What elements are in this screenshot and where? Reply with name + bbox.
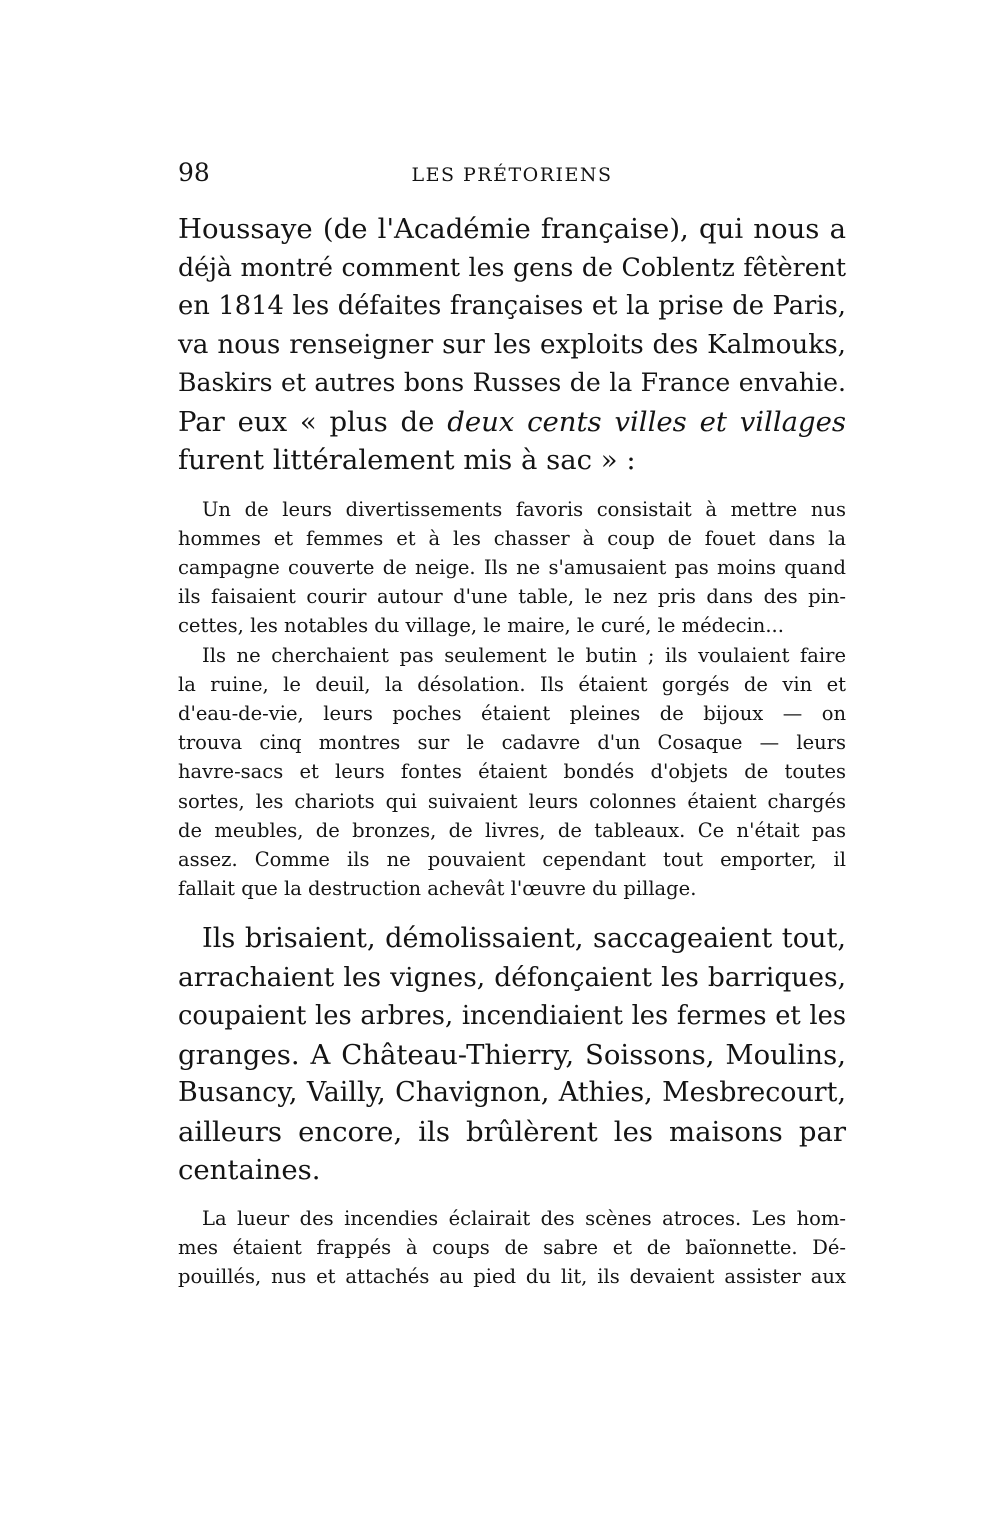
quotation-2 xyxy=(178,1204,846,1292)
page-number: 98 xyxy=(178,158,210,187)
quote-line: d'eau-de-vie, leurs poches étaient pleines de bijoux — on xyxy=(178,701,846,725)
quote-line: havre-sacs et leurs fontes étaient bondés d'objets de toutes xyxy=(178,760,846,784)
quote-line: cettes, les notables du village, le maire, le curé, le médecin... xyxy=(178,614,784,638)
quote-line: trouva cinq montres sur le cadavre d'un Cosaque — leurs xyxy=(178,731,846,755)
text-line xyxy=(178,403,846,442)
quote-line: Ils ne cherchaient pas seulement le butin ; ils voulaient faire xyxy=(202,643,846,667)
text-line: déjà montré comment les gens de Coblentz fêtèrent xyxy=(178,252,846,282)
text-line: Busancy, Vailly, Chavignon, Athies, Mesbrecourt, xyxy=(178,1077,846,1109)
quote-line: de meubles, de bronzes, de livres, de tableaux. Ce n'était pas xyxy=(178,818,846,842)
text-line: furent littéralement mis à sac » : xyxy=(178,444,636,476)
text-line: va nous renseigner sur les exploits des Kalmouks, xyxy=(178,329,846,360)
text-line: centaines. xyxy=(178,1154,321,1187)
text-line: arrachaient les vignes, défonçaient les barriques, xyxy=(178,961,846,993)
italic-phrase: deux cents villes et villages xyxy=(447,405,846,438)
text-line: coupaient les arbres, incendiaient les fermes et les xyxy=(178,1001,846,1032)
text-line: en 1814 les défaites françaises et la prise de Paris, xyxy=(178,291,846,321)
running-title: LES PRÉTORIENS xyxy=(411,164,613,186)
quote-line: pouillés, nus et attachés au pied du lit, ils devaient assister aux xyxy=(178,1265,846,1289)
quote-line: sortes, les chariots qui suivaient leurs colonnes étaient chargés xyxy=(178,789,846,813)
quote-line: campagne couverte de neige. Ils ne s'amusaient pas moins quand xyxy=(178,555,846,579)
running-head xyxy=(178,150,846,204)
paragraph-2 xyxy=(178,920,846,1190)
text-line: granges. A Château-Thierry, Soissons, Moulins, xyxy=(178,1038,846,1071)
text-line: ailleurs encore, ils brûlèrent les maisons par xyxy=(178,1115,846,1148)
quote-line: hommes et femmes et à les chasser à coup de fouet dans la xyxy=(178,526,846,550)
book-page xyxy=(178,150,846,1291)
text-line: Ils brisaient, démolissaient, saccageaient tout, xyxy=(202,923,846,955)
text-segment: Par eux « plus de xyxy=(178,405,448,438)
quotation-1 xyxy=(178,495,846,904)
quote-line: mes étaient frappés à coups de sabre et de baïonnette. Dé- xyxy=(178,1236,846,1260)
text-line: Houssaye (de l'Académie française), qui nous a xyxy=(178,213,846,245)
quote-line: La lueur des incendies éclairait des scènes atroces. Les hom- xyxy=(202,1206,846,1230)
quote-line: fallait que la destruction achevât l'œuvre du pillage. xyxy=(178,877,697,901)
quote-line: assez. Comme ils ne pouvaient cependant tout emporter, il xyxy=(178,847,846,871)
quote-line: la ruine, le deuil, la désolation. Ils étaient gorgés de vin et xyxy=(178,672,846,696)
quote-line: Un de leurs divertissements favoris consistait à mettre nus xyxy=(202,497,846,521)
quote-line: ils faisaient courir autour d'une table, le nez pris dans des pin- xyxy=(178,585,846,609)
text-line: Baskirs et autres bons Russes de la France envahie. xyxy=(178,368,846,397)
paragraph-1 xyxy=(178,210,846,480)
